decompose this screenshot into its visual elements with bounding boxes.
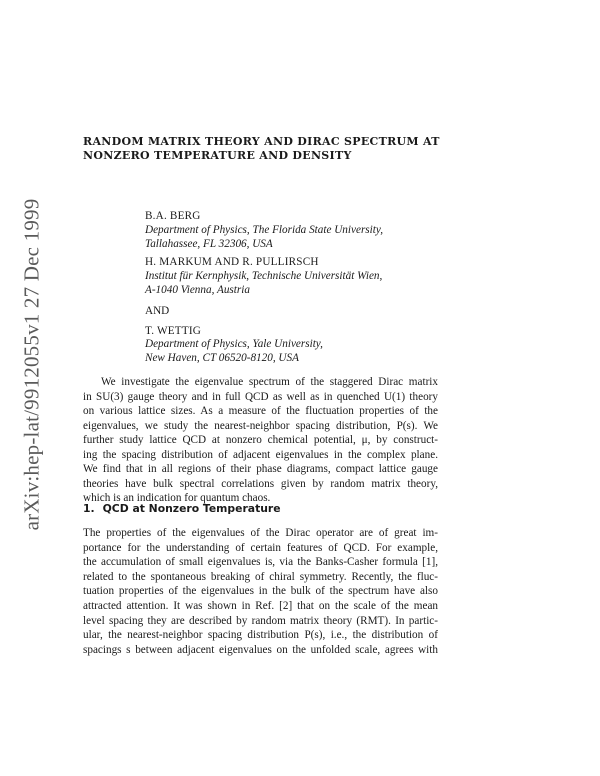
abstract [83,375,438,506]
abstract-line: which is an indication for quantum chaos. [83,492,271,504]
title-line-1: RANDOM MATRIX THEORY AND DIRAC SPECTRUM AT [83,135,440,148]
section-number: 1. [83,502,95,515]
author-affiliation: Department of Physics, The Florida State University, [145,223,384,236]
paper-title [83,135,503,163]
author-affiliation: New Haven, CT 06520-8120, USA [145,352,299,365]
body-line: attracted attention. It was shown in Ref. [2] that on the scale of the mean [83,599,438,612]
body-line: portance for the understanding of certain features of QCD. For example, [83,541,438,554]
abstract-line: theories have bulk spectral correlations given by random matrix theory, [83,477,438,490]
author-list [145,210,475,366]
body-line: level spacing they are described by random matrix theory (RMT). In partic- [83,614,438,627]
body-line: tuation properties of the eigenvalues in the bulk of the spectrum have also [83,585,438,598]
section-heading [83,502,281,515]
abstract-line: in SU(3) gauge theory and in full QCD as well as in quenched U(1) theory [83,390,438,403]
body-line: The properties of the eigenvalues of the Dirac operator are of great im- [83,527,438,539]
abstract-line: on various lattice sizes. As a measure of the fluctuation properties of the [83,405,438,417]
author-conjunction: AND [145,304,170,317]
author-name: T. WETTIG [145,324,202,337]
author-affiliation: Tallahassee, FL 32306, USA [145,237,273,250]
abstract-line: We investigate the eigenvalue spectrum of the staggered Dirac matrix [101,376,438,388]
author-name: H. MARKUM AND R. PULLIRSCH [145,256,319,269]
abstract-line: ing the spacing distribution of adjacent eigenvalues in the complex plane. [83,448,438,461]
author-affiliation: Institut für Kernphysik, Technische Universität Wien, [145,270,383,283]
abstract-line: We find that in all regions of their phase diagrams, compact lattice gauge [83,463,438,475]
section-title: QCD at Nonzero Temperature [102,502,281,515]
arxiv-identifier: arXiv:hep-lat/9912055v1 27 Dec 1999 [19,198,44,531]
title-line-2: NONZERO TEMPERATURE AND DENSITY [83,149,352,162]
abstract-line: eigenvalues, we study the nearest-neighbor spacing distribution, P(s). We [83,419,438,432]
author-affiliation: A-1040 Vienna, Austria [145,283,250,296]
body-line: related to the spontaneous breaking of chiral symmetry. Recently, the fluc- [83,570,438,583]
body-line: spacings s between adjacent eigenvalues on the unfolded scale, agrees with [83,643,438,656]
abstract-line: further study lattice QCD at nonzero chemical potential, μ, by construct- [83,434,438,446]
author-affiliation: Department of Physics, Yale University, [145,338,323,351]
body-line: ular, the nearest-neighbor spacing distribution P(s), i.e., the distribution of [83,629,438,642]
body-line: the accumulation of small eigenvalues is, via the Banks-Casher formula [1], [83,556,438,569]
body-text [83,526,438,657]
author-name: B.A. BERG [145,210,201,222]
